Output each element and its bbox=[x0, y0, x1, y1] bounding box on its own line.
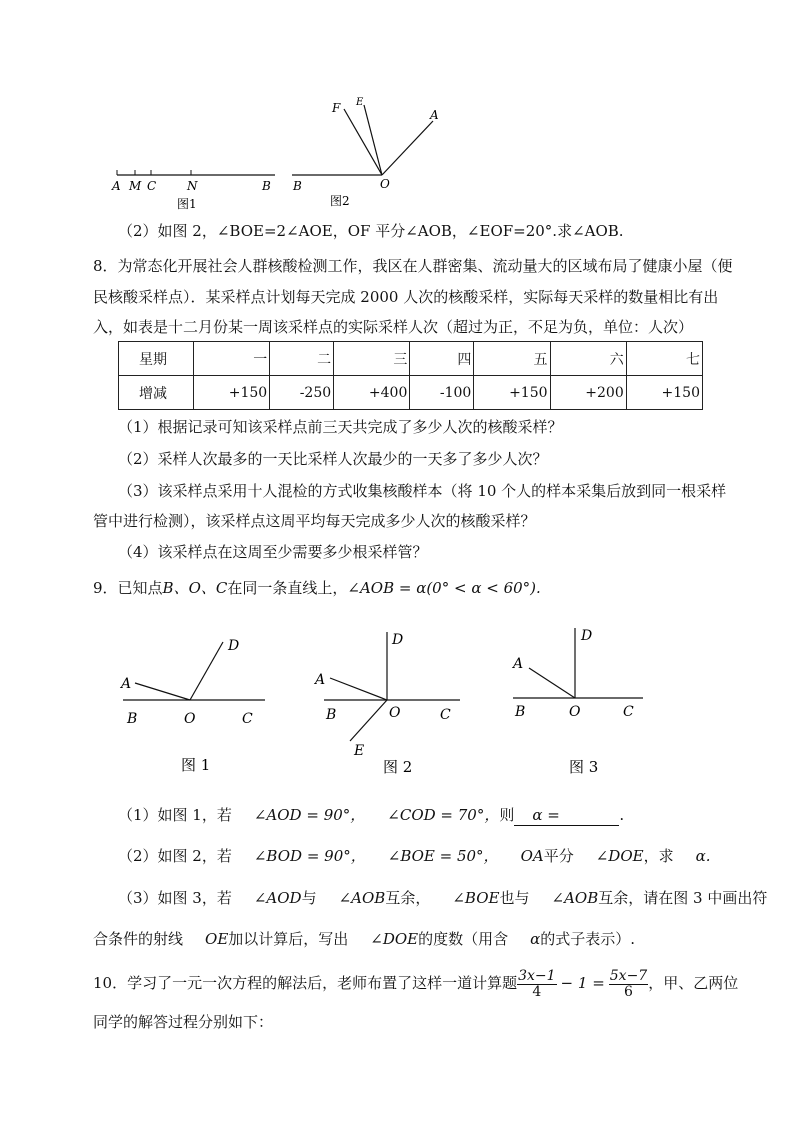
q10-frac1-denominator: 4 bbox=[532, 983, 542, 1000]
q9-stem-text-b: 在同一条直线上， bbox=[227, 579, 348, 597]
q10-fraction-2 bbox=[609, 969, 648, 1000]
q8-stem-line1: 8．为常态化开展社会人群核酸检测工作，我区在人群密集、流动量大的区域布局了健康小屋（便 bbox=[93, 257, 733, 275]
q10-stem-line1 bbox=[93, 966, 738, 1000]
label-o: O bbox=[380, 177, 390, 191]
q9-p3-text-c: 互余， bbox=[385, 889, 431, 907]
q9-p2-bisect: 平分 bbox=[543, 847, 574, 865]
q9-p2-math3: OA bbox=[520, 847, 544, 865]
label-b: B bbox=[127, 711, 138, 727]
q10-frac2-numerator: 5x−7 bbox=[609, 967, 648, 984]
q10-text-a: 10．学习了一元一次方程的解法后，老师布置了这样一道计算题 bbox=[93, 974, 518, 992]
q9-p2-math4: ∠DOE bbox=[595, 847, 644, 865]
table-row-days bbox=[119, 342, 703, 376]
q9-part1 bbox=[118, 805, 624, 826]
q9-stem bbox=[93, 578, 541, 598]
q9-figure-2 bbox=[312, 628, 472, 778]
label-o: O bbox=[569, 704, 581, 720]
q8-part4: （4）该采样点在这周至少需要多少根采样管？ bbox=[118, 543, 428, 561]
q9-p1-text: （1）如图 1，若 bbox=[118, 806, 232, 824]
q9-p3-l2-math2: ∠DOE bbox=[370, 930, 419, 948]
table-cell-change: +200 bbox=[550, 376, 626, 410]
q9-p3-math1: ∠AOD bbox=[253, 889, 302, 907]
label-o: O bbox=[389, 705, 401, 721]
ray-oa bbox=[135, 683, 190, 700]
q9-p3-math2: ∠AOB bbox=[338, 889, 386, 907]
table-cell-day: 五 bbox=[474, 342, 550, 376]
table-header-day: 星期 bbox=[119, 342, 194, 376]
label-a: A bbox=[112, 179, 121, 193]
q9-p2-find: ，求 bbox=[643, 847, 674, 865]
q9-stem-text-a: 9．已知点 bbox=[93, 579, 163, 597]
table-cell-day: 三 bbox=[334, 342, 410, 376]
q8-part2: （2）采样人次最多的一天比采样人次最少的一天多了多少人次？ bbox=[118, 450, 548, 468]
table-cell-change: +400 bbox=[334, 376, 410, 410]
table-header-change: 增减 bbox=[119, 376, 194, 410]
label-d: D bbox=[581, 628, 593, 644]
caption-fig1: 图1 bbox=[177, 197, 197, 211]
label-a: A bbox=[513, 656, 524, 672]
ray-od bbox=[190, 642, 223, 700]
label-f: F bbox=[332, 101, 341, 115]
figure-top-fig1 bbox=[105, 160, 280, 215]
q9-p3-l2-text-a: 合条件的射线 bbox=[93, 930, 184, 948]
q8-stem-line3: 入，如表是十二月份某一周该采样点的实际采样人次（超过为正，不足为负，单位：人次） bbox=[93, 318, 694, 336]
q10-text-b: ，甲、乙两位 bbox=[648, 974, 739, 992]
q9-p1-end: . bbox=[619, 806, 625, 824]
ray-oe bbox=[364, 105, 382, 175]
table-cell-change: +150 bbox=[194, 376, 270, 410]
caption-fig2: 图 2 bbox=[383, 758, 413, 776]
label-c: C bbox=[623, 704, 634, 720]
caption-fig3: 图 3 bbox=[569, 758, 599, 776]
table-cell-day: 二 bbox=[270, 342, 334, 376]
q9-part3-line1 bbox=[118, 888, 767, 908]
q9-p3-math3: ∠BOE bbox=[452, 889, 500, 907]
ray-oa bbox=[529, 668, 575, 698]
figure-top-fig2 bbox=[290, 95, 460, 215]
label-n: N bbox=[187, 179, 198, 193]
q8-part3-line1: （3）该采样点采用十人混检的方式收集核酸样本（将 10 个人的样本采集后放到同一根采样 bbox=[118, 482, 727, 500]
q9-p1-then: 则 bbox=[499, 806, 515, 824]
label-d: D bbox=[392, 632, 404, 648]
q10-mid: − 1 = bbox=[560, 974, 605, 992]
ray-oa bbox=[382, 121, 433, 175]
label-b: B bbox=[326, 707, 337, 723]
table-cell-day: 四 bbox=[410, 342, 474, 376]
label-a: A bbox=[430, 108, 439, 122]
q9-p3-l2-math1: OE bbox=[205, 930, 229, 948]
label-a: A bbox=[315, 672, 326, 688]
label-c: C bbox=[242, 711, 253, 727]
q9-p2-math1: ∠BOD = 90°， bbox=[253, 847, 366, 865]
q8-part1: （1）根据记录可知该采样点前三天共完成了多少人次的核酸采样？ bbox=[118, 418, 563, 436]
q9-p2-text: （2）如图 2，若 bbox=[118, 847, 232, 865]
label-c: C bbox=[440, 707, 451, 723]
table-cell-day: 六 bbox=[550, 342, 626, 376]
q9-figure-1 bbox=[115, 630, 275, 775]
q10-stem-line2: 同学的解答过程分别如下： bbox=[93, 1013, 274, 1031]
q9-p3-text-d: 也与 bbox=[499, 889, 530, 907]
q9-part2 bbox=[118, 846, 710, 866]
table-cell-day: 七 bbox=[626, 342, 702, 376]
label-o: O bbox=[184, 711, 196, 727]
table-row-changes bbox=[119, 376, 703, 410]
q9-stem-points: B、O、C bbox=[162, 579, 228, 597]
q9-p1-math2: ∠COD = 70°， bbox=[387, 806, 500, 824]
table-cell-change: +150 bbox=[474, 376, 550, 410]
ray-of bbox=[344, 109, 382, 175]
q10-frac1-numerator: 3x−1 bbox=[518, 967, 556, 984]
q9-p1-answer-blank[interactable]: α = bbox=[514, 805, 619, 826]
table-cell-change: -250 bbox=[270, 376, 334, 410]
label-m: M bbox=[129, 179, 142, 193]
label-d: D bbox=[228, 638, 240, 654]
table-cell-day: 一 bbox=[194, 342, 270, 376]
q9-p3-l2-text-c: 的度数（用含 bbox=[418, 930, 509, 948]
caption-fig1: 图 1 bbox=[181, 756, 211, 774]
q8-part3-line2: 管中进行检测），该采样点这周平均每天完成多少人次的核酸采样？ bbox=[93, 512, 536, 530]
q9-p3-math4: ∠AOB bbox=[551, 889, 599, 907]
q10-frac2-denominator: 6 bbox=[624, 983, 633, 1000]
q9-figure-3 bbox=[507, 624, 657, 774]
ray-oa bbox=[330, 678, 387, 700]
q9-p3-l2-math3: α bbox=[530, 930, 541, 948]
q9-p3-l2-text-b: 加以计算后，写出 bbox=[228, 930, 349, 948]
label-b: B bbox=[293, 179, 302, 193]
q9-stem-math: ∠AOB = α(0° < α < 60°). bbox=[347, 579, 541, 597]
q9-p3-l2-text-d: 的式子表示）. bbox=[540, 930, 636, 948]
q8-stem-line2: 民核酸采样点）．某采样点计划每天完成 2000 人次的核酸采样，实际每天采样的数量相比有出 bbox=[93, 288, 719, 306]
q9-p3-text-b: 与 bbox=[301, 889, 317, 907]
q10-fraction-1 bbox=[517, 969, 556, 1000]
table-cell-change: +150 bbox=[626, 376, 702, 410]
table-cell-change: -100 bbox=[410, 376, 474, 410]
ray-oe bbox=[350, 700, 387, 741]
label-b: B bbox=[262, 179, 271, 193]
label-c: C bbox=[147, 179, 157, 193]
q8-data-table bbox=[118, 341, 703, 410]
label-b: B bbox=[515, 704, 526, 720]
label-a: A bbox=[121, 676, 132, 692]
q7-part2: （2）如图 2，∠BOE=2∠AOE，OF 平分∠AOB，∠EOF=20°.求∠AOB. bbox=[118, 222, 624, 240]
q9-p1-math1: ∠AOD = 90°， bbox=[253, 806, 366, 824]
q9-p2-math2: ∠BOE = 50°， bbox=[387, 847, 499, 865]
label-e: E bbox=[356, 97, 364, 108]
label-e: E bbox=[354, 743, 365, 759]
q9-p3-text-a: （3）如图 3，若 bbox=[118, 889, 232, 907]
q9-p2-math5: α. bbox=[695, 847, 711, 865]
caption-fig2: 图2 bbox=[330, 194, 350, 208]
q9-part3-line2 bbox=[93, 929, 635, 949]
q9-p3-text-e: 互余，请在图 3 中画出符 bbox=[598, 889, 768, 907]
